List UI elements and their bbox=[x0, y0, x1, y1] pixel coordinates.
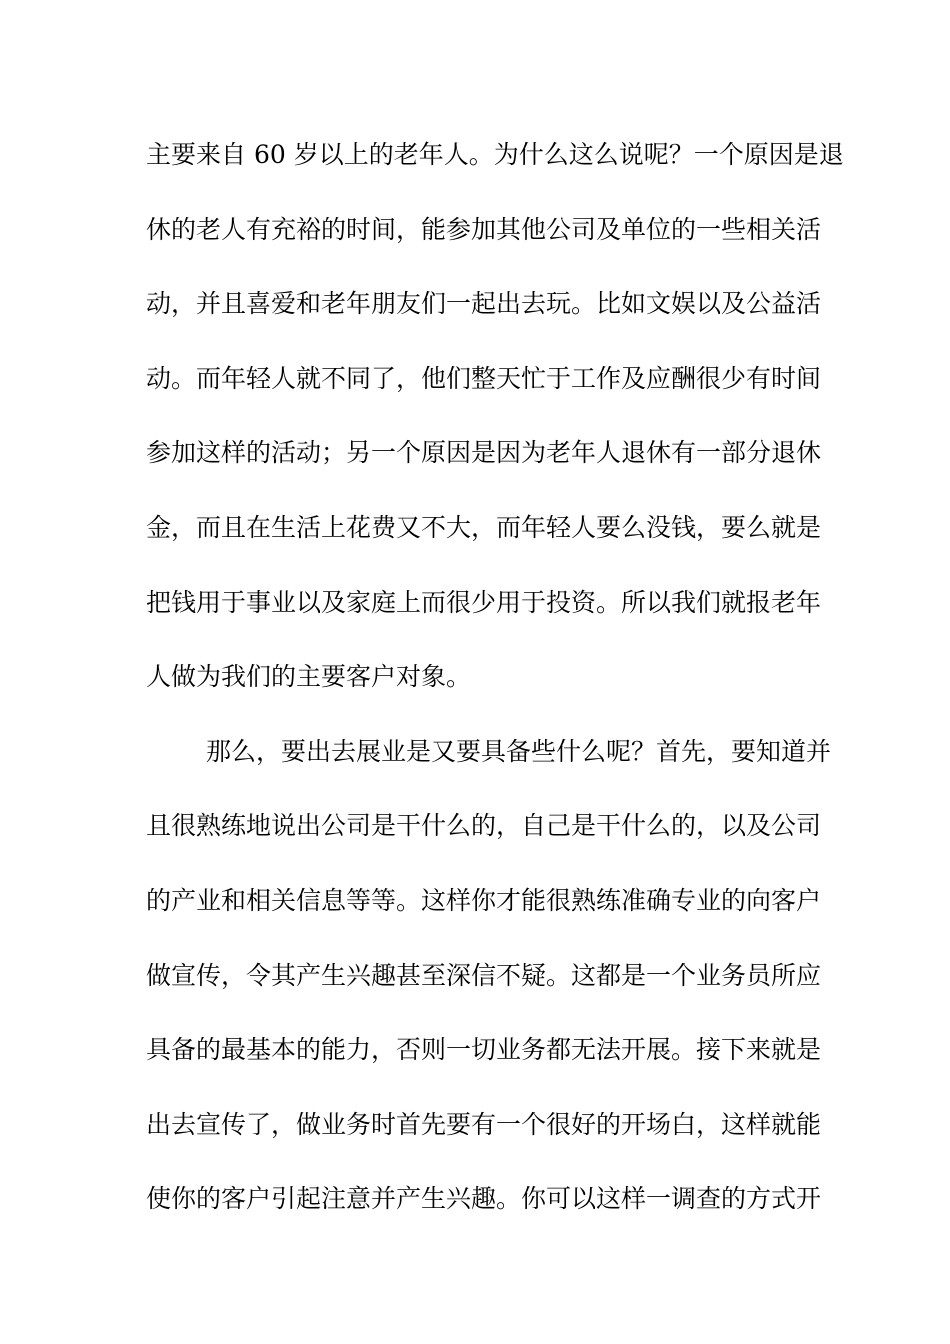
text-line: 使你的客户引起注意并产生兴趣。你可以这样一调查的方式开 bbox=[146, 1184, 822, 1214]
body-text bbox=[146, 130, 844, 1249]
text-line: 人做为我们的主要客户对象。 bbox=[146, 662, 472, 692]
text-line: 休的老人有充裕的时间，能参加其他公司及单位的一些相关活 bbox=[146, 214, 822, 244]
text-line: 动。而年轻人就不同了，他们整天忙于工作及应酬很少有时间 bbox=[146, 363, 822, 393]
text-line: 具备的最基本的能力，否则一切业务都无法开展。接下来就是 bbox=[146, 1035, 822, 1065]
text-line: 出去宣传了，做业务时首先要有一个很好的开场白，这样就能 bbox=[146, 1109, 822, 1139]
text-line: 金，而且在生活上花费又不大，而年轻人要么没钱，要么就是 bbox=[146, 512, 822, 542]
text-line: 的产业和相关信息等等。这样你才能很熟练准确专业的向客户 bbox=[146, 885, 822, 915]
text-line: 主要来自 60 岁以上的老年人。为什么这么说呢？一个原因是退 bbox=[146, 140, 844, 169]
text-line: 那么，要出去展业是又要具备些什么呢？首先，要知道并 bbox=[206, 736, 832, 766]
text-line: 做宣传，令其产生兴趣甚至深信不疑。这都是一个业务员所应 bbox=[146, 960, 822, 990]
text-line: 且很熟练地说出公司是干什么的，自己是干什么的，以及公司 bbox=[146, 811, 822, 841]
text-line: 把钱用于事业以及家庭上而很少用于投资。所以我们就报老年 bbox=[146, 587, 822, 617]
text-line: 参加这样的活动；另一个原因是因为老年人退休有一部分退休 bbox=[146, 438, 822, 468]
text-line: 动，并且喜爱和老年朋友们一起出去玩。比如文娱以及公益活 bbox=[146, 289, 822, 319]
